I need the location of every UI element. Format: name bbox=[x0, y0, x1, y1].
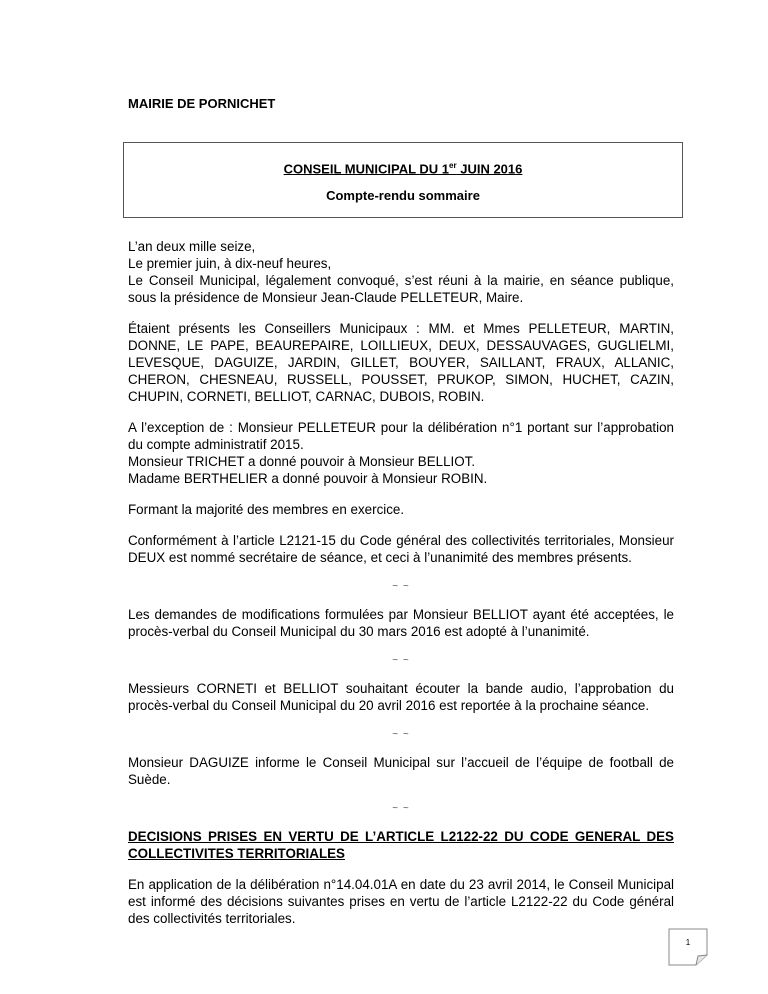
exceptions-paragraph: A l’exception de : Monsieur PELLETEUR pour la délibération n°1 portant sur l’approbation du compte administratif 2015. Monsieur TRICHET a donné pouvoir à Monsieur BELLIOT. Madame BERTHELIER a donné pouvoir à Monsieur ROBIN. bbox=[128, 420, 674, 486]
separator-ornament: ~ ~ bbox=[392, 729, 410, 740]
minutes-march-paragraph: Les demandes de modifications formulées par Monsieur BELLIOT ayant été acceptées, le procès-verbal du Conseil Municipal du 30 mars 2016 est adopté à l’unanimité. bbox=[128, 607, 674, 639]
minutes-april-paragraph: Messieurs CORNETI et BELLIOT souhaitant écouter la bande audio, l’approbation du procès-verbal du Conseil Municipal du 20 avril 2016 est reportée à la prochaine séance. bbox=[128, 681, 674, 713]
secretary-paragraph: Conformément à l’article L2121-15 du Code général des collectivités territoriales, Monsieur DEUX est nommé secrétaire de séance, et ceci à l’unanimité des membres présents. bbox=[128, 533, 674, 565]
separator-ornament: ~ ~ bbox=[392, 655, 410, 666]
present-members-paragraph: Étaient présents les Conseillers Municipaux : MM. et Mmes PELLETEUR, MARTIN, DONNE, LE PAPE, BEAUREPAIRE, LOILLIEUX, DEUX, DESSAUVAGES, GUGLIELMI, LEVESQUE, DAGUIZE, JARDIN, GILLET, BOUYER, SAILLANT, FRAUX, ALLANIC, CHERON, CHESNEAU, RUSSELL, POUSSET, PRUKOP, SIMON, HUCHET, CAZIN, CHUPIN, CORNETI, BELLIOT, CARNAC, DUBOIS, ROBIN. bbox=[128, 321, 674, 404]
organization-heading: MAIRIE DE PORNICHET bbox=[128, 96, 276, 111]
title-box bbox=[123, 142, 683, 218]
page-number-badge bbox=[668, 928, 708, 966]
separator-ornament: ~ ~ bbox=[392, 581, 410, 592]
document-body bbox=[128, 238, 674, 941]
meeting-title: CONSEIL MUNICIPAL DU 1er JUIN 2016 bbox=[283, 161, 523, 177]
folded-page-icon bbox=[668, 928, 708, 966]
page-number: 1 bbox=[685, 938, 691, 947]
football-paragraph: Monsieur DAGUIZE informe le Conseil Municipal sur l’accueil de l’équipe de football de Suède. bbox=[128, 755, 674, 787]
majority-paragraph: Formant la majorité des membres en exercice. bbox=[128, 502, 405, 517]
section-paragraph: En application de la délibération n°14.04.01A en date du 23 avril 2014, le Conseil Municipal est informé des décisions suivantes prises en vertu de l’article L2122-22 du Code général des collectivités territoriales. bbox=[128, 877, 674, 926]
intro-paragraph: L’an deux mille seize, Le premier juin, à dix-neuf heures, Le Conseil Municipal, légalement convoqué, s’est réuni à la mairie, en séance publique, sous la présidence de Monsieur Jean-Claude PELLETEUR, Maire. bbox=[128, 239, 674, 305]
title-superscript: er bbox=[449, 161, 457, 170]
meeting-subtitle: Compte-rendu sommaire bbox=[326, 188, 480, 204]
separator-ornament: ~ ~ bbox=[392, 803, 410, 814]
section-heading: DECISIONS PRISES EN VERTU DE L’ARTICLE L2122-22 DU CODE GENERAL DES COLLECTIVITES TERRITORIALES bbox=[128, 829, 674, 861]
